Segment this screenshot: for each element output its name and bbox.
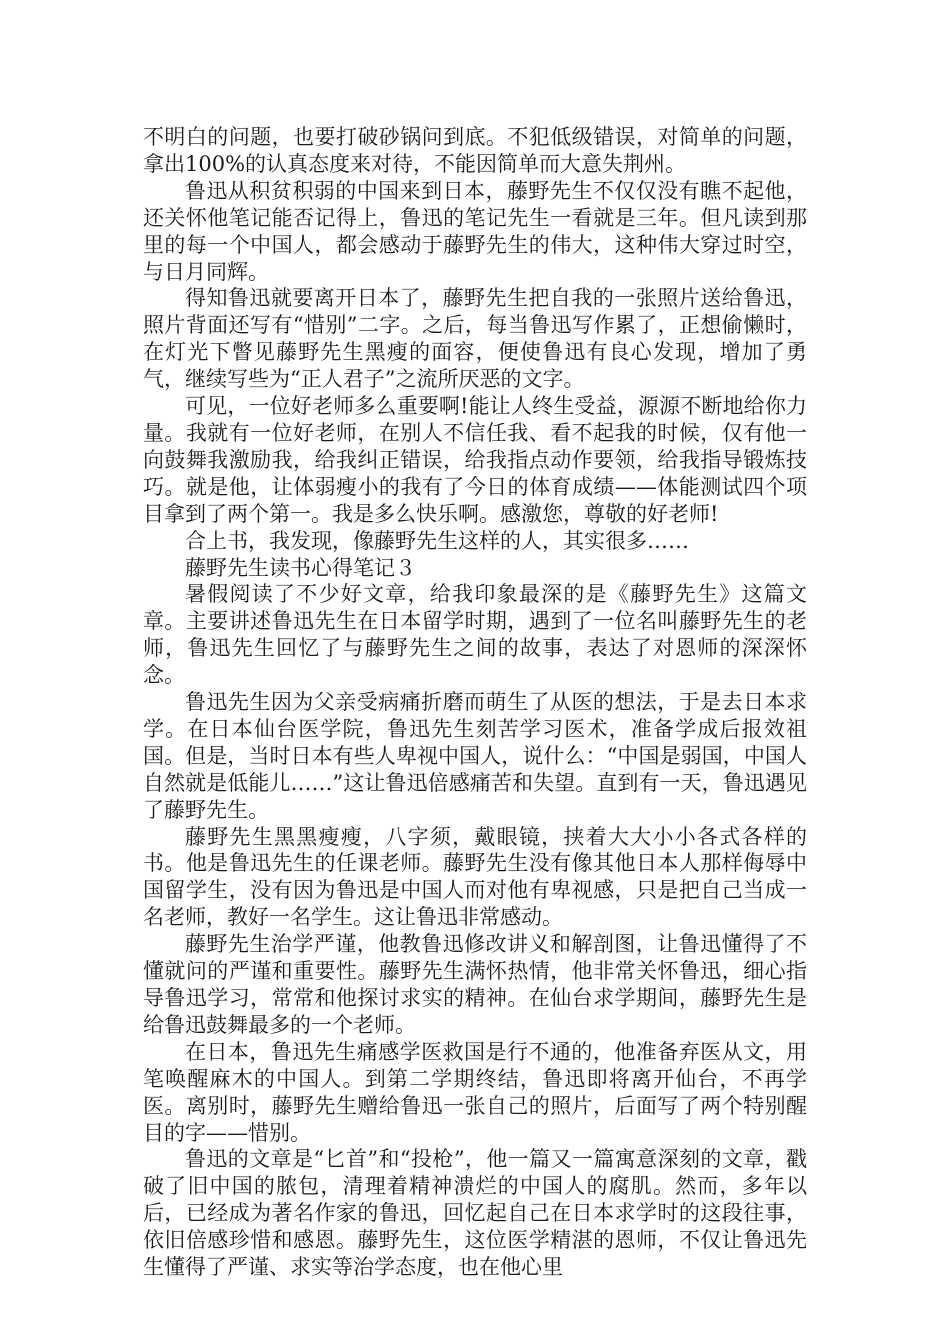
- section-heading: 藤野先生读书心得笔记３: [185, 555, 416, 580]
- document-body: [143, 124, 807, 1281]
- paragraph: 可见，一位好老师多么重要啊!能让人终生受益，源源不断地给你力量。我就有一位好老师，在别人不信任我、看不起我的时候，仅有他一向鼓舞我激励我，给我纠正错误，给我指点动作要领，给我指导锻炼技巧。就是他，让体弱瘦小的我有了今日的体育成绩——体能测试四个项目拿到了两个第一。我是多么快乐啊。感激您，尊敬的好老师!: [143, 394, 807, 526]
- paragraph: 藤野先生治学严谨，他教鲁迅修改讲义和解剖图，让鲁迅懂得了不懂就问的严谨和重要性。藤野先生满怀热情，他非常关怀鲁迅，细心指导鲁迅学习，常常和他探讨求实的精神。在仙台求学期间，藤野先生是给鲁迅鼓舞最多的一个老师。: [143, 932, 807, 1037]
- paragraph: 合上书，我发现，像藤野先生这样的人，其实很多……: [185, 528, 689, 553]
- paragraph: 暑假阅读了不少好文章，给我印象最深的是《藤野先生》这篇文章。主要讲述鲁迅先生在日本留学时期，遇到了一位名叫藤野先生的老师，鲁迅先生回忆了与藤野先生之间的故事，表达了对恩师的深深怀念。: [143, 582, 807, 688]
- paragraph: 鲁迅的文章是“匕首”和“投枪”，他一篇又一篇寓意深刻的文章，戳破了旧中国的脓包，清理着精神溃烂的中国人的腐肌。然而，多年以后，已经成为著名作家的鲁迅，回忆起自己在日本求学时的这段往事，依旧倍感珍惜和感恩。藤野先生，这位医学精湛的恩师，不仅让鲁迅先生懂得了严谨、求实等治学态度，也在他心里: [143, 1147, 807, 1280]
- paragraph: 藤野先生黑黑瘦瘦，八字须，戴眼镜，挟着大大小小各式各样的书。他是鲁迅先生的任课老师。藤野先生没有像其他日本人那样侮辱中国留学生，没有因为鲁迅是中国人而对他有卑视感，只是把自己当成一名老师，教好一名学生。这让鲁迅非常感动。: [143, 824, 807, 930]
- paragraph-continuation: 不明白的问题，也要打破砂锅问到底。不犯低级错误，对简单的问题，拿出100%的认真态度来对待，不能因简单而大意失荆州。: [143, 125, 807, 176]
- paragraph: 鲁迅从积贫积弱的中国来到日本，藤野先生不仅仅没有瞧不起他，还关怀他笔记能否记得上，鲁迅的笔记先生一看就是三年。但凡读到那里的每一个中国人，都会感动于藤野先生的伟大，这种伟大穿过时空，与日月同辉。: [143, 178, 807, 284]
- paragraph: 鲁迅先生因为父亲受病痛折磨而萌生了从医的想法，于是去日本求学。在日本仙台医学院，鲁迅先生刻苦学习医术，准备学成后报效祖国。但是，当时日本有些人卑视中国人，说什么：“中国是弱国，中国人自然就是低能儿……”这让鲁迅倍感痛苦和失望。直到有一天，鲁迅遇见了藤野先生。: [143, 690, 807, 822]
- paragraph: 在日本，鲁迅先生痛感学医救国是行不通的，他准备弃医从文，用笔唤醒麻木的中国人。到第二学期终结，鲁迅即将离开仙台，不再学医。离别时，藤野先生赠给鲁迅一张自己的照片，后面写了两个特别醒目的字——惜别。: [143, 1039, 807, 1145]
- paragraph: 得知鲁迅就要离开日本了，藤野先生把自我的一张照片送给鲁迅，照片背面还写有“惜别”二字。之后，每当鲁迅写作累了，正想偷懒时，在灯光下瞥见藤野先生黑瘦的面容，便使鲁迅有良心发现，增加了勇气，继续写些为“正人君子”之流所厌恶的文字。: [143, 286, 807, 392]
